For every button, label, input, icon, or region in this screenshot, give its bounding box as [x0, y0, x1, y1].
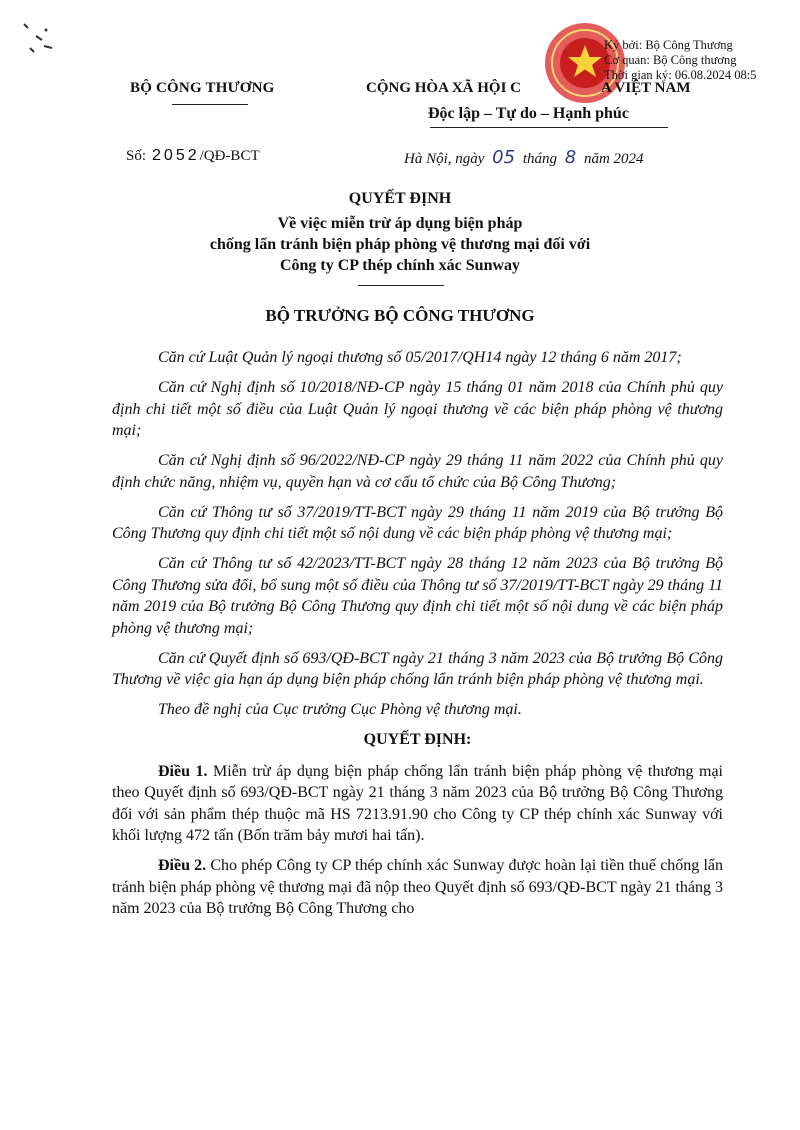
- article-1: [112, 761, 723, 847]
- national-title-visible: CỘNG HÒA XÃ HỘI C: [366, 80, 522, 96]
- document-type-heading: QUYẾT ĐỊNH: [348, 190, 452, 207]
- document-subject: [100, 213, 700, 276]
- signature-signed-by: Ký bởi: Bộ Công Thương: [604, 38, 733, 52]
- preamble-citation: Căn cứ Luật Quản lý ngoại thương số 05/2017/QH14 ngày 12 tháng 6 năm 2017;: [158, 349, 682, 366]
- document-body: [112, 347, 723, 928]
- issuing-authority: BỘ TRƯỞNG BỘ CÔNG THƯƠNG: [265, 306, 535, 325]
- doc-number-value: 2052: [152, 147, 200, 164]
- national-title-tail: A VIỆT NAM: [601, 80, 691, 96]
- decision-heading: QUYẾT ĐỊNH:: [363, 731, 472, 748]
- date-place: Hà Nội, ngày: [404, 151, 485, 167]
- place-and-date: [404, 147, 644, 168]
- signature-agency: Cơ quan: Bộ Công thương: [604, 53, 737, 67]
- article-1-text: Miễn trừ áp dụng biện pháp chống lẩn tránh biện pháp phòng vệ thương mại theo Quyết định số 693/QĐ-BCT ngày 21 tháng 3 năm 2023 của Bộ trưởng Bộ Công Thương đối với sản phẩm thép thuộc mã HS 7213.91.90 cho Công ty CP thép chính xác Sunway với khối lượng 472 tấn (Bốn trăm bảy mươi hai tấn).: [112, 762, 724, 844]
- date-day-handwritten: 05: [492, 147, 516, 168]
- article-2: [112, 855, 723, 920]
- doc-number-prefix: Số:: [126, 148, 147, 164]
- article-2-text: Cho phép Công ty CP thép chính xác Sunway được hoàn lại tiền thuế chống lẩn tránh biện pháp phòng vệ thương mại đã nộp theo Quyết định số 693/QĐ-BCT ngày 21 tháng 3 năm 2023 của Bộ trưởng Bộ Công Thương cho: [112, 857, 724, 917]
- subject-line-1: Về việc miễn trừ áp dụng biện pháp: [277, 215, 523, 232]
- motto-underline: [430, 127, 668, 128]
- issuing-ministry: BỘ CÔNG THƯƠNG: [130, 80, 275, 96]
- preamble-citation: Căn cứ Nghị định số 10/2018/NĐ-CP ngày 15 tháng 01 năm 2018 của Chính phủ quy định chi tiết một số điều của Luật Quản lý ngoại thương về các biện pháp phòng vệ thương mại;: [112, 379, 723, 439]
- subject-underline: [358, 285, 444, 286]
- doc-number-suffix: /QĐ-BCT: [199, 148, 260, 164]
- scan-mark: [18, 18, 58, 62]
- subject-line-2: chống lẩn tránh biện pháp phòng vệ thương mại đối với: [209, 236, 591, 253]
- ministry-underline: [172, 104, 248, 105]
- article-2-head: Điều 2.: [158, 857, 207, 874]
- digital-signature-info: [604, 38, 756, 83]
- preamble-citation: Căn cứ Quyết định số 693/QĐ-BCT ngày 21 tháng 3 năm 2023 của Bộ trưởng Bộ Công Thương về việc gia hạn áp dụng biện pháp chống lẩn tránh biện pháp phòng vệ thương mại.: [112, 649, 723, 688]
- preamble-citation: Căn cứ Nghị định số 96/2022/NĐ-CP ngày 29 tháng 11 năm 2022 của Chính phủ quy định chức năng, nhiệm vụ, quyền hạn và cơ cấu tổ chức của Bộ Công Thương;: [112, 452, 723, 491]
- subject-line-3: Công ty CP thép chính xác Sunway: [279, 257, 521, 274]
- signature-time: Thời gian ký: 06.08.2024 08:5: [604, 68, 757, 82]
- national-title: [366, 80, 690, 97]
- date-year: năm 2024: [583, 151, 644, 167]
- national-motto: Độc lập – Tự do – Hạnh phúc: [428, 105, 629, 122]
- date-month-label: tháng: [522, 151, 557, 167]
- preamble-citation: Căn cứ Thông tư số 42/2023/TT-BCT ngày 28 tháng 12 năm 2023 của Bộ trưởng Bộ Công Thương sửa đổi, bổ sung một số điều của Thông tư số 37/2019/TT-BCT ngày 29 tháng 11 năm 2019 của Bộ trưởng Bộ Công Thương quy định chi tiết một số nội dung về các biện pháp phòng vệ thương mại;: [112, 555, 723, 637]
- document-number: [126, 147, 260, 165]
- preamble-proposal: Theo đề nghị của Cục trưởng Cục Phòng vệ thương mại.: [158, 701, 522, 718]
- article-1-head: Điều 1.: [158, 762, 208, 780]
- date-month-handwritten: 8: [564, 147, 577, 168]
- preamble-citation: Căn cứ Thông tư số 37/2019/TT-BCT ngày 29 tháng 11 năm 2019 của Bộ trưởng Bộ Công Thương quy định chi tiết một số nội dung về các biện pháp phòng vệ thương mại;: [112, 503, 723, 542]
